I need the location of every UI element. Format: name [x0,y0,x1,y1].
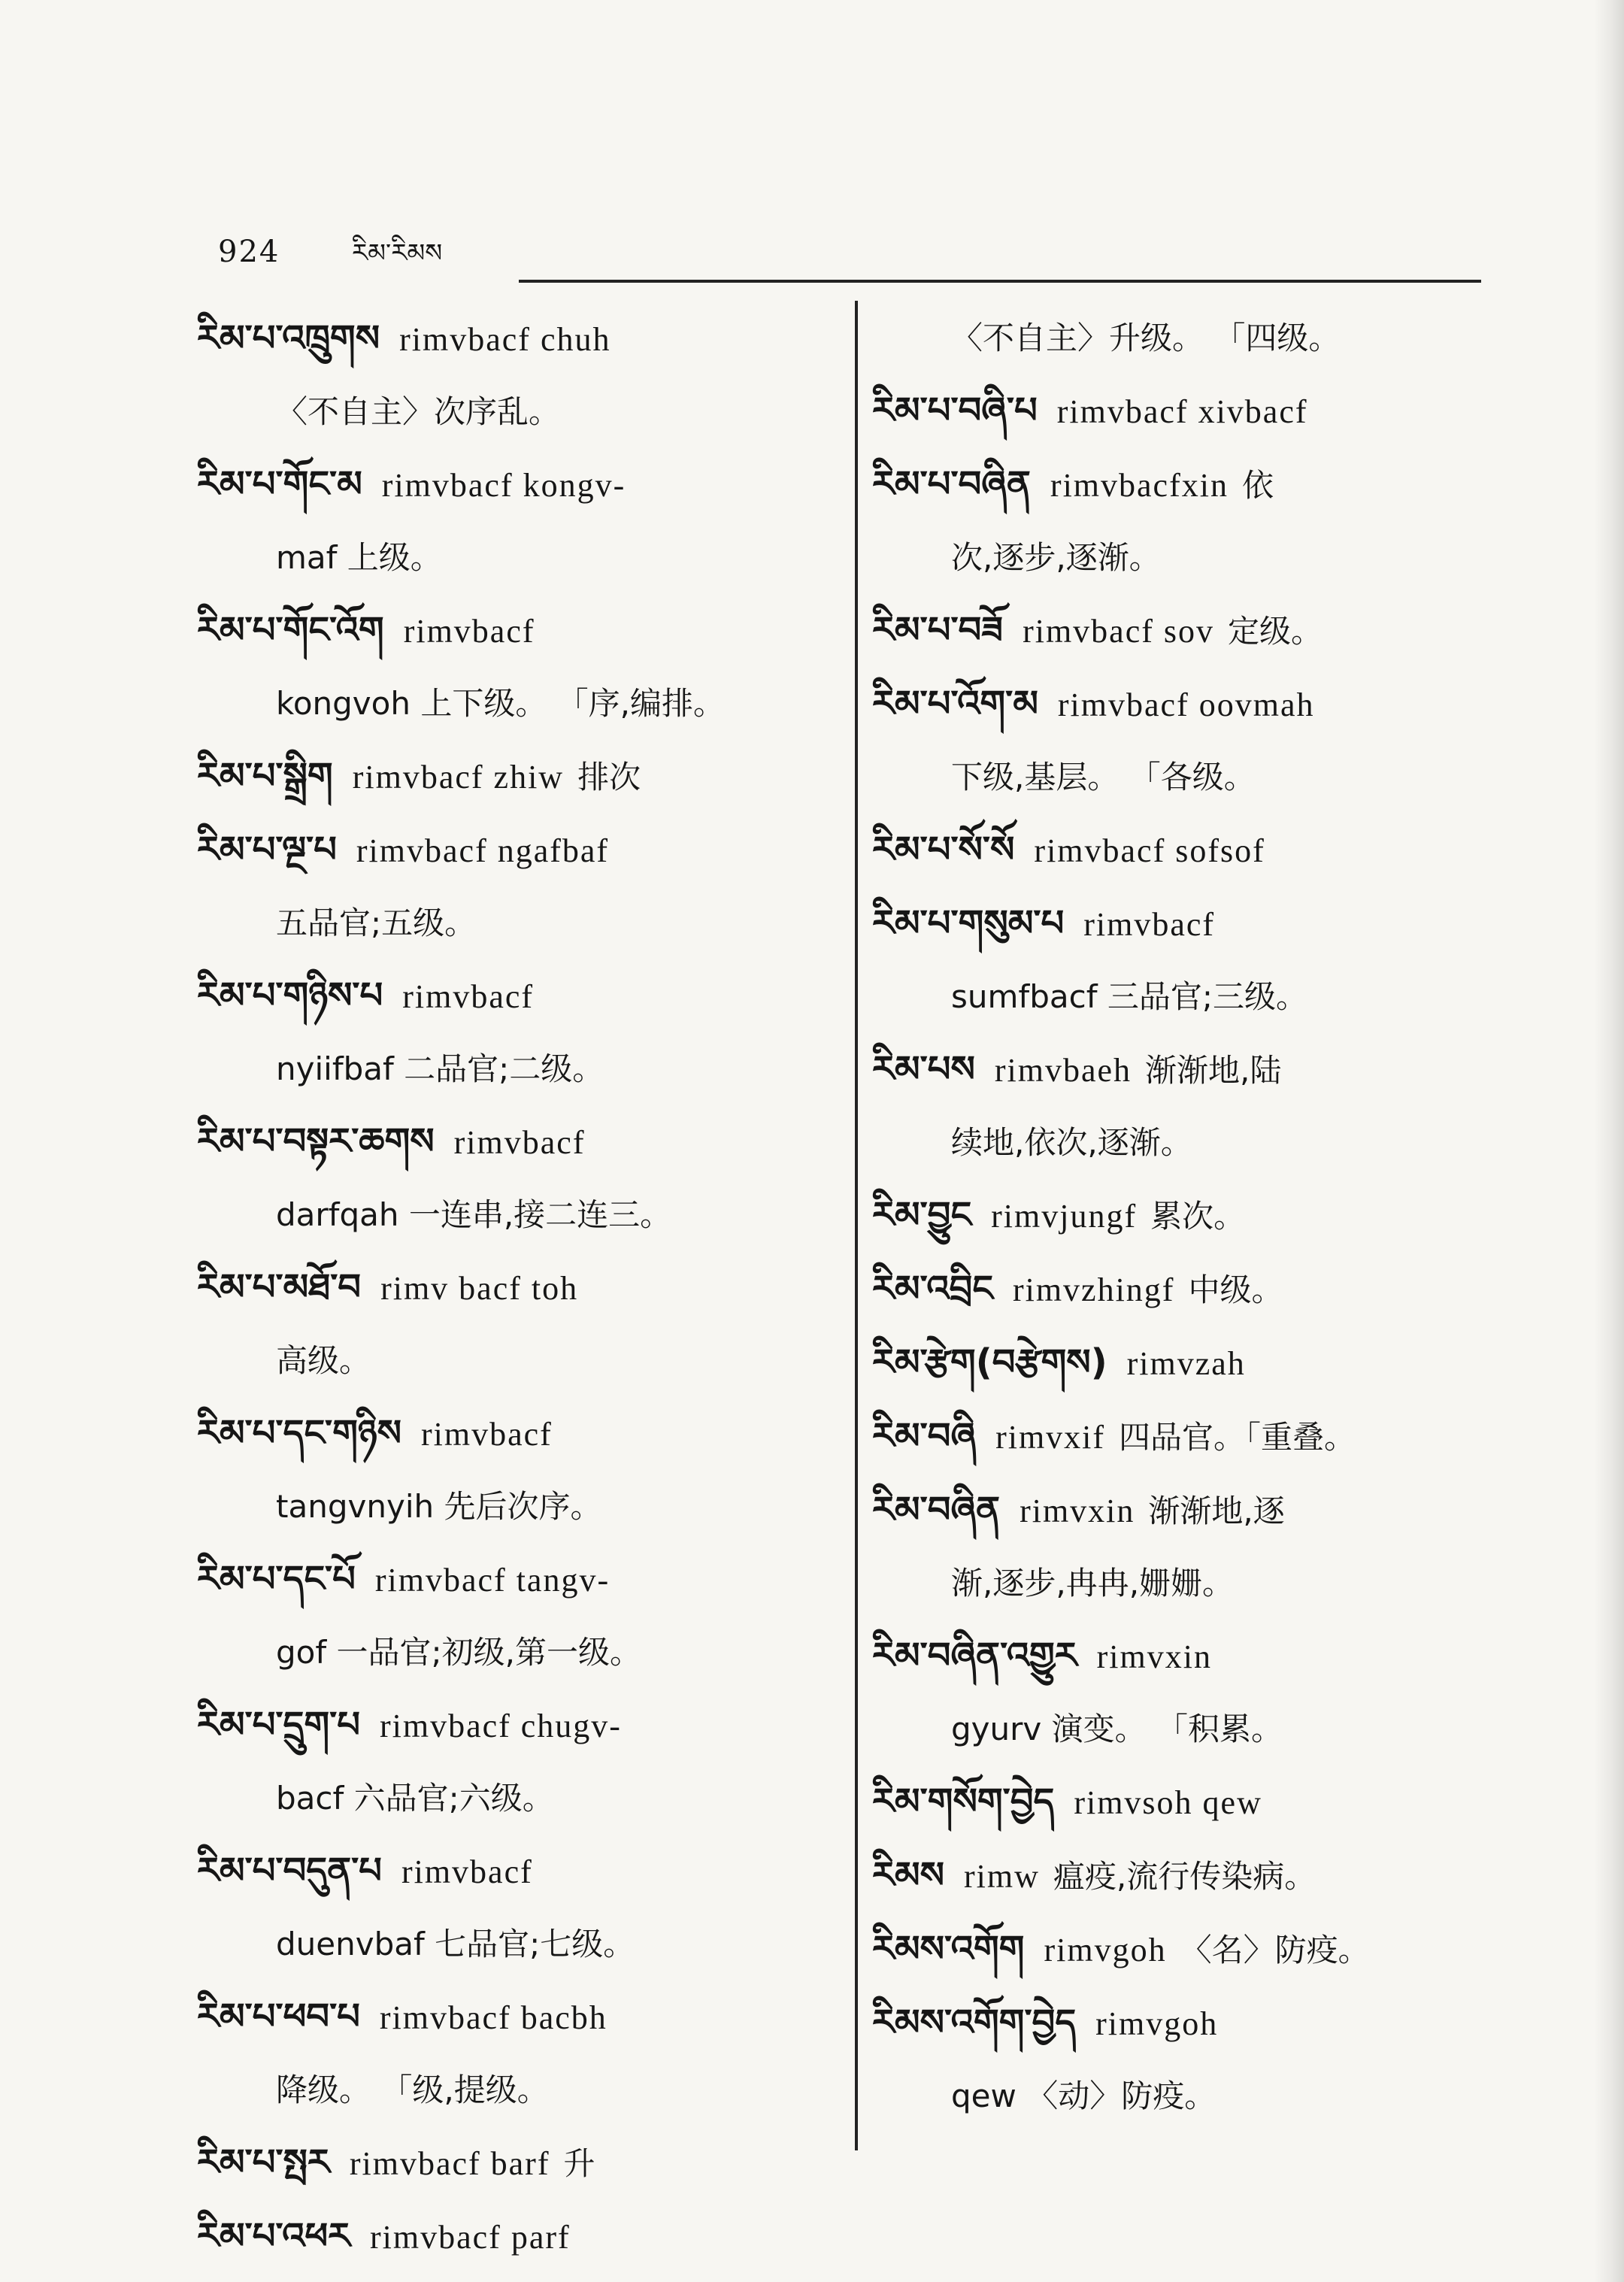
romanization: rimvbacf [1083,906,1216,943]
headword: རིམ་པ་བཞི་པ [872,389,1038,432]
dictionary-entry [872,814,1504,887]
page-edge-shadow [1594,0,1624,2282]
headword: རིམ་འབྲིང [872,1268,993,1310]
dictionary-entry [872,1987,1504,2132]
continuation-text: 次,逐步,逐渐。 [951,539,1161,576]
headword: རིམ་པ་བདུན་པ [197,1850,382,1892]
continuation-text: gyurv 演变。 「积累。 [951,1711,1283,1747]
headword: རིམས་འགོག་བྱེད [872,2002,1077,2044]
dictionary-entry [197,1689,829,1835]
romanization: rimvbacf kongv- [381,467,626,504]
romanization: rimvbacf chuh [399,321,611,358]
dictionary-entry [197,594,829,740]
headword: རིམ་པ་གོང་མ [197,463,362,505]
continuation-text: duenvbaf 七品官;七级。 [276,1926,635,1962]
romanization: rimv bacf toh [380,1270,579,1307]
headword: རིམ་བཞི [872,1415,977,1457]
gloss: 升 [563,2145,595,2182]
dictionary-entry [872,1620,1504,1765]
page-number: 924 [218,235,280,269]
dictionary-entry [197,302,829,448]
continuation-text: 续地,依次,逐渐。 [951,1124,1192,1161]
dictionary-entry [197,1543,829,1689]
continuation-text: gof 一品官;初级,第一级。 [276,1634,641,1671]
dictionary-entry [872,1400,1504,1474]
headword: རིམ་བྱུང [872,1194,972,1236]
headword: རིམ་པ་གོང་འོག [197,609,384,651]
headword: རིམ་པ་སྤར [197,2141,330,2184]
romanization: rimvbacf sofsof [1034,832,1265,869]
headword: རིམས་འགོག [872,1928,1025,1970]
romanization: rimw [964,1858,1040,1895]
gloss: 中级。 [1188,1271,1283,1308]
romanization: rimvbacf [402,978,535,1015]
headword: རིམ་པ་འཕར [197,2215,351,2257]
romanization: rimvbacf [453,1124,586,1161]
dictionary-entry [872,302,1504,374]
gloss: 渐渐地,陆 [1145,1052,1282,1089]
dictionary-entry [197,1397,829,1543]
continuation-text: 高级。 [276,1342,371,1379]
romanization: rimvzah [1126,1345,1246,1382]
gloss: 渐渐地,逐 [1148,1493,1285,1529]
dictionary-entry [872,448,1504,594]
dictionary-entry [197,1105,829,1251]
gloss: 瘟疫,流行传染病。 [1053,1858,1316,1895]
romanization: rimvbacf [403,613,535,650]
header-rule [519,280,1481,283]
continuation-text: 〈不自主〉升级。 「四级。 [951,320,1341,356]
continuation-text: 〈不自主〉次序乱。 [276,393,561,430]
gloss: 四品官。「重叠。 [1119,1419,1356,1456]
headword: རིམ་གསོག་བྱེད [872,1780,1055,1823]
romanization: rimvbaeh [994,1052,1132,1089]
romanization: rimvbacf zhiw [352,759,565,796]
continuation-text: darfqah 一连串,接二连三。 [276,1196,672,1233]
continuation-text: bacf 六品官;六级。 [276,1780,554,1817]
continuation-text: 降级。 「级,提级。 [276,2071,549,2108]
headword: རིམ་པ་འཁྲུགས [197,317,380,359]
headword: རིམས [872,1854,945,1896]
continuation-text: qew 〈动〉防疫。 [951,2077,1216,2114]
dictionary-entry [872,668,1504,814]
continuation-text: nyiifbaf 二品官;二级。 [276,1050,604,1087]
continuation-text: 五品官;五级。 [276,905,477,941]
continuation-text: maf 上级。 [276,539,442,576]
romanization: rimvzhingf [1012,1271,1175,1308]
headword: རིམ་པ་བཟོ [872,609,1004,651]
gloss: 排次 [577,759,641,796]
romanization: rimvjungf [991,1198,1138,1235]
headword: རིམ་པ་དང་གཉིས [197,1412,401,1454]
headword: རིམ་བཞིན་འགྱུར [872,1635,1077,1677]
headword: རིམ་པས [872,1048,975,1090]
right-column [872,302,1504,2132]
romanization: rimvbacfxin [1050,467,1229,504]
dictionary-entry [872,374,1504,448]
headword: རིམ་པ་དྲུག་པ [197,1704,360,1746]
romanization: rimvbacf bacbh [379,1999,607,2036]
headword: རིམ་པ་གཉིས་པ [197,974,383,1017]
dictionary-entry [872,1326,1504,1400]
column-divider [855,301,858,2150]
headword: རིམ་རྩེག(བརྩེགས) [872,1341,1107,1383]
headword: རིམ་པ་བཞིན [872,463,1031,505]
dictionary-entry [197,814,829,959]
dictionary-entry [197,2126,829,2200]
romanization: rimvxin [1020,1493,1135,1529]
continuation-text: kongvoh 上下级。 「序,编排。 [276,685,726,722]
headword: རིམ་པ་བསྟར་ཆགས [197,1120,435,1162]
running-head: རིམ་རིམས [352,238,443,268]
romanization: rimvbacf [420,1416,553,1453]
gloss: 依 [1241,467,1274,504]
headword: རིམ་པ་དང་པོ [197,1558,356,1600]
dictionary-entry [872,887,1504,1033]
continuation-text: tangvnyih 先后次序。 [276,1488,602,1525]
romanization: rimvxif [995,1419,1106,1456]
romanization: rimvbacf tangv- [374,1562,611,1599]
romanization: rimvbacf oovmah [1057,686,1315,723]
dictionary-entry [872,1765,1504,1839]
romanization: rimvgoh [1095,2005,1219,2042]
dictionary-entry [872,1179,1504,1253]
headword: རིམ་པ་མཐོ་བ [197,1266,362,1308]
headword: རིམ་པ་སོ་སོ [872,829,1015,871]
gloss: 定级。 [1228,613,1323,650]
headword: རིམ་པ་འོག་མ [872,683,1038,725]
romanization: rimvbacf sov [1023,613,1214,650]
dictionary-entry [197,1980,829,2126]
romanization: rimvbacf ngafbaf [356,832,610,869]
romanization: rimvbacf chugv- [379,1708,622,1744]
dictionary-entry [197,448,829,594]
dictionary-entry [872,1033,1504,1179]
dictionary-entry [872,594,1504,668]
continuation-text: 渐,逐步,冉冉,姗姗。 [951,1565,1235,1602]
romanization: rimvbacf [401,1853,533,1890]
headword: རིམ་པ་གསུམ་པ [872,902,1065,944]
romanization: rimvgoh [1044,1932,1167,1968]
romanization: rimvsoh qew [1074,1784,1262,1821]
gloss: 〈名〉防疫。 [1180,1932,1370,1968]
headword: རིམ་པ་སྒྲིག [197,755,333,797]
dictionary-entry [197,959,829,1105]
headword: རིམ་བཞིན [872,1489,1001,1531]
left-column [197,302,829,2274]
headword: རིམ་པ་ཕབ་པ [197,1996,360,2038]
dictionary-entry [197,1835,829,1980]
romanization: rimvbacf barf [349,2145,550,2182]
romanization: rimvxin [1096,1638,1212,1675]
headword: རིམ་པ་ལྔ་པ [197,829,337,871]
dictionary-entry [197,740,829,814]
continuation-text: 下级,基层。 「各级。 [951,759,1256,796]
continuation-text: sumfbacf 三品官;三级。 [951,978,1307,1015]
gloss: 累次。 [1150,1198,1246,1235]
dictionary-entry [872,1913,1504,1987]
dictionary-entry [872,1253,1504,1326]
dictionary-entry [872,1474,1504,1620]
dictionary-entry [872,1839,1504,1913]
dictionary-entry [197,2200,829,2274]
romanization: rimvbacf xivbacf [1056,393,1308,430]
romanization: rimvbacf parf [370,2219,571,2256]
dictionary-entry [197,1251,829,1397]
